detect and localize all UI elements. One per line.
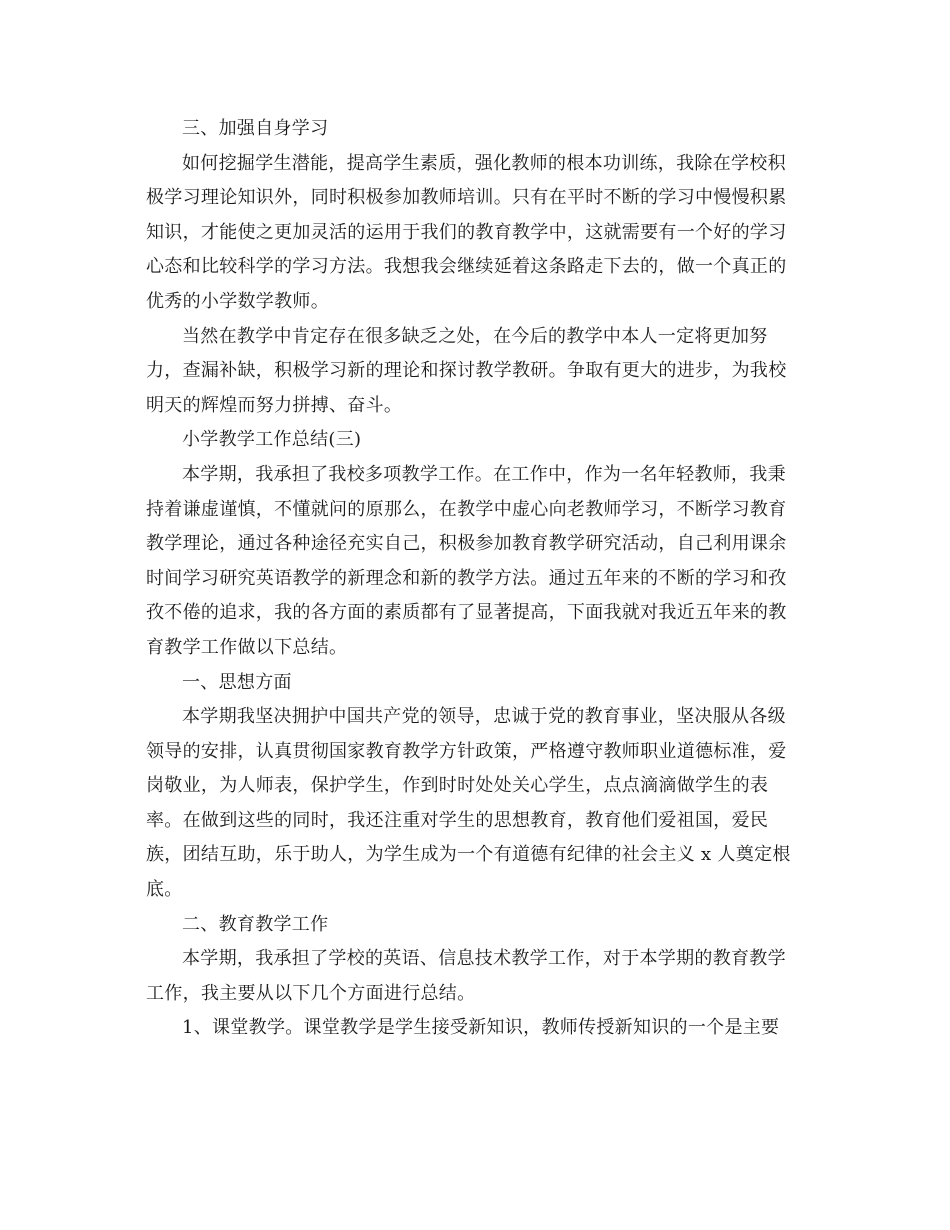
text-line: 工作，我主要从以下几个方面进行总结。 bbox=[146, 982, 476, 1004]
text-line: 底。 bbox=[146, 879, 183, 901]
text-line: 当然在教学中肯定存在很多缺乏之处，在今后的教学中本人一定将更加努 bbox=[182, 325, 768, 347]
text-line: 三、加强自身学习 bbox=[182, 118, 329, 139]
paragraph-para-shortcomings bbox=[146, 320, 802, 424]
text-line: 教学理论，通过各种途径充实自己，积极参加教育教学研究活动，自己利用课余 bbox=[146, 533, 787, 555]
paragraph-para-intro bbox=[146, 458, 802, 666]
paragraph-para-self-study bbox=[146, 147, 802, 320]
paragraph-heading-2-teaching-work bbox=[146, 908, 802, 943]
text-line: 优秀的小学数学教师。 bbox=[146, 290, 329, 312]
text-line: 率。在做到这些的同时，我还注重对学生的思想教育，教育他们爱祖国，爱民 bbox=[146, 809, 769, 831]
text-line: 明天的辉煌而努力拼搏、奋斗。 bbox=[146, 394, 403, 416]
text-line: 本学期，我承担了我校多项教学工作。在工作中，作为一名年轻教师，我秉 bbox=[182, 463, 786, 485]
text-line: 本学期我坚决拥护中国共产党的领导，忠诚于党的教育事业，坚决服从各级 bbox=[182, 706, 786, 728]
text-line: 孜不倦的追求，我的各方面的素质都有了显著提高，下面我就对我近五年来的教 bbox=[146, 602, 787, 624]
text-line: 力，查漏补缺，积极学习新的理论和探讨教学教研。争取有更大的进步，为我校 bbox=[146, 360, 787, 382]
text-line: 一、思想方面 bbox=[182, 671, 292, 693]
text-line: 本学期，我承担了学校的英语、信息技术教学工作，对于本学期的教育教学 bbox=[182, 948, 786, 970]
text-line: 岗敬业，为人师表，保护学生，作到时时处处关心学生，点点滴滴做学生的表 bbox=[146, 775, 769, 797]
text-line: 小学教学工作总结(三) bbox=[182, 429, 362, 451]
paragraph-para-ideology bbox=[146, 700, 802, 908]
text-line: 时间学习研究英语教学的新理念和新的教学方法。通过五年来的不断的学习和孜 bbox=[146, 567, 787, 589]
paragraph-para-classroom bbox=[146, 1011, 802, 1046]
text-line: 持着谦虚谨慎，不懂就问的原那么，在教学中虚心向老教师学习，不断学习教育 bbox=[146, 498, 787, 520]
text-line: 1、课堂教学。课堂教学是学生接受新知识，教师传授新知识的一个是主要 bbox=[182, 1017, 780, 1039]
text-line: 知识，才能使之更加灵活的运用于我们的教育教学中，这就需要有一个好的学习 bbox=[146, 221, 787, 243]
document-body bbox=[146, 112, 802, 1046]
text-line: 极学习理论知识外，同时积极参加教师培训。只有在平时不断的学习中慢慢积累 bbox=[146, 187, 787, 209]
text-line: 二、教育教学工作 bbox=[182, 913, 329, 935]
paragraph-para-teaching-work bbox=[146, 942, 802, 1011]
paragraph-heading-1-ideology bbox=[146, 666, 802, 701]
text-line: 族，团结互助，乐于助人，为学生成为一个有道德有纪律的社会主义 x 人奠定根 bbox=[146, 844, 791, 866]
text-line: 育教学工作做以下总结。 bbox=[146, 636, 348, 658]
text-line: 如何挖掘学生潜能，提高学生素质，强化教师的根本功训练，我除在学校积 bbox=[182, 152, 786, 174]
paragraph-title-summary-3 bbox=[146, 423, 802, 458]
paragraph-heading-3-strengthen-self-study bbox=[146, 112, 802, 147]
text-line: 心态和比较科学的学习方法。我想我会继续延着这条路走下去的，做一个真正的 bbox=[146, 256, 787, 278]
text-line: 领导的安排，认真贯彻国家教育教学方针政策，严格遵守教师职业道德标准，爱 bbox=[146, 740, 787, 762]
